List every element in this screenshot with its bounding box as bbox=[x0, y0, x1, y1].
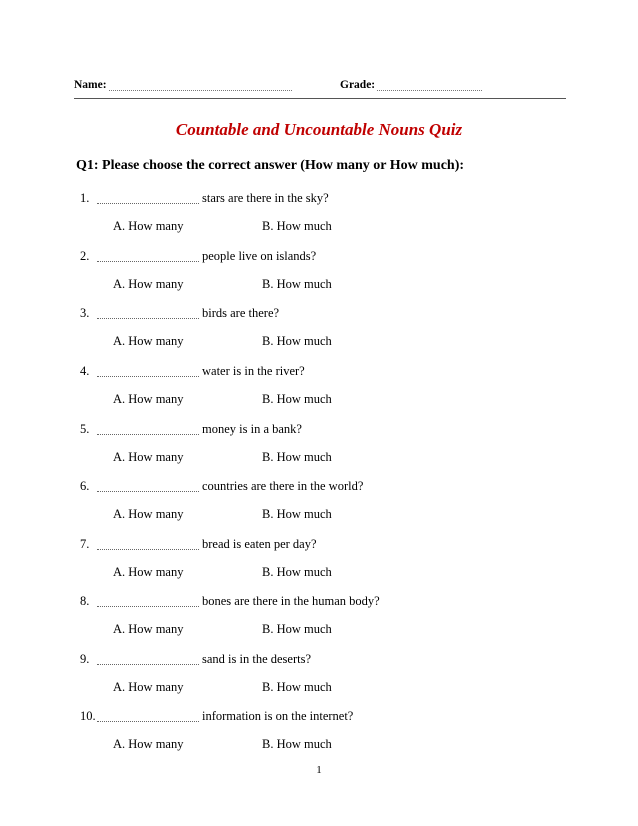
option-a[interactable]: A. How many bbox=[113, 507, 184, 521]
option-a[interactable]: A. How many bbox=[113, 737, 184, 751]
answer-blank[interactable] bbox=[97, 251, 199, 262]
question-text: bones are there in the human body? bbox=[202, 594, 380, 608]
option-a[interactable]: A. How many bbox=[113, 565, 184, 579]
option-a[interactable]: A. How many bbox=[113, 334, 184, 348]
name-blank[interactable] bbox=[109, 81, 292, 91]
question-number: 6. bbox=[80, 479, 90, 493]
name-label: Name: bbox=[74, 79, 107, 91]
answer-blank[interactable] bbox=[97, 308, 199, 319]
instruction: Q1: Please choose the correct answer (How many or How much): bbox=[76, 158, 465, 173]
question-item bbox=[0, 709, 638, 767]
name-field[interactable] bbox=[74, 79, 292, 91]
grade-blank[interactable] bbox=[377, 81, 482, 91]
option-b[interactable]: B. How much bbox=[262, 680, 332, 694]
page-title: Countable and Uncountable Nouns Quiz bbox=[175, 120, 463, 139]
answer-blank[interactable] bbox=[97, 424, 199, 435]
option-b[interactable]: B. How much bbox=[262, 565, 332, 579]
question-number: 9. bbox=[80, 652, 90, 666]
question-item bbox=[0, 537, 638, 595]
page-number: 1 bbox=[316, 764, 322, 776]
worksheet-header bbox=[74, 74, 566, 99]
question-text: birds are there? bbox=[202, 306, 280, 320]
question-item bbox=[0, 594, 638, 652]
question-text: information is on the internet? bbox=[202, 709, 354, 723]
answer-blank[interactable] bbox=[97, 539, 199, 550]
question-item bbox=[0, 652, 638, 710]
question-item bbox=[0, 191, 638, 249]
answer-blank[interactable] bbox=[97, 596, 199, 607]
question-text: bread is eaten per day? bbox=[202, 537, 317, 551]
answer-blank[interactable] bbox=[97, 193, 199, 204]
question-number: 10. bbox=[80, 709, 96, 723]
question-item bbox=[0, 422, 638, 480]
option-b[interactable]: B. How much bbox=[262, 392, 332, 406]
question-text: water is in the river? bbox=[202, 364, 305, 378]
question-text: stars are there in the sky? bbox=[202, 191, 329, 205]
option-a[interactable]: A. How many bbox=[113, 680, 184, 694]
question-item bbox=[0, 249, 638, 307]
grade-field[interactable] bbox=[340, 79, 482, 91]
question-text: money is in a bank? bbox=[202, 422, 302, 436]
option-b[interactable]: B. How much bbox=[262, 737, 332, 751]
question-number: 3. bbox=[80, 306, 90, 320]
question-number: 4. bbox=[80, 364, 90, 378]
option-a[interactable]: A. How many bbox=[113, 450, 184, 464]
option-a[interactable]: A. How many bbox=[113, 392, 184, 406]
option-a[interactable]: A. How many bbox=[113, 219, 184, 233]
question-text: countries are there in the world? bbox=[202, 479, 364, 493]
option-b[interactable]: B. How much bbox=[262, 219, 332, 233]
option-b[interactable]: B. How much bbox=[262, 622, 332, 636]
question-number: 5. bbox=[80, 422, 90, 436]
option-b[interactable]: B. How much bbox=[262, 450, 332, 464]
answer-blank[interactable] bbox=[97, 711, 199, 722]
question-number: 8. bbox=[80, 594, 90, 608]
question-number: 2. bbox=[80, 249, 90, 263]
question-item bbox=[0, 364, 638, 422]
question-item bbox=[0, 306, 638, 364]
answer-blank[interactable] bbox=[97, 481, 199, 492]
question-number: 1. bbox=[80, 191, 90, 205]
question-number: 7. bbox=[80, 537, 90, 551]
question-item bbox=[0, 479, 638, 537]
option-a[interactable]: A. How many bbox=[113, 277, 184, 291]
answer-blank[interactable] bbox=[97, 654, 199, 665]
question-text: sand is in the deserts? bbox=[202, 652, 312, 666]
grade-label: Grade: bbox=[340, 79, 376, 91]
option-b[interactable]: B. How much bbox=[262, 334, 332, 348]
option-b[interactable]: B. How much bbox=[262, 507, 332, 521]
question-text: people live on islands? bbox=[202, 249, 317, 263]
answer-blank[interactable] bbox=[97, 366, 199, 377]
option-b[interactable]: B. How much bbox=[262, 277, 332, 291]
option-a[interactable]: A. How many bbox=[113, 622, 184, 636]
